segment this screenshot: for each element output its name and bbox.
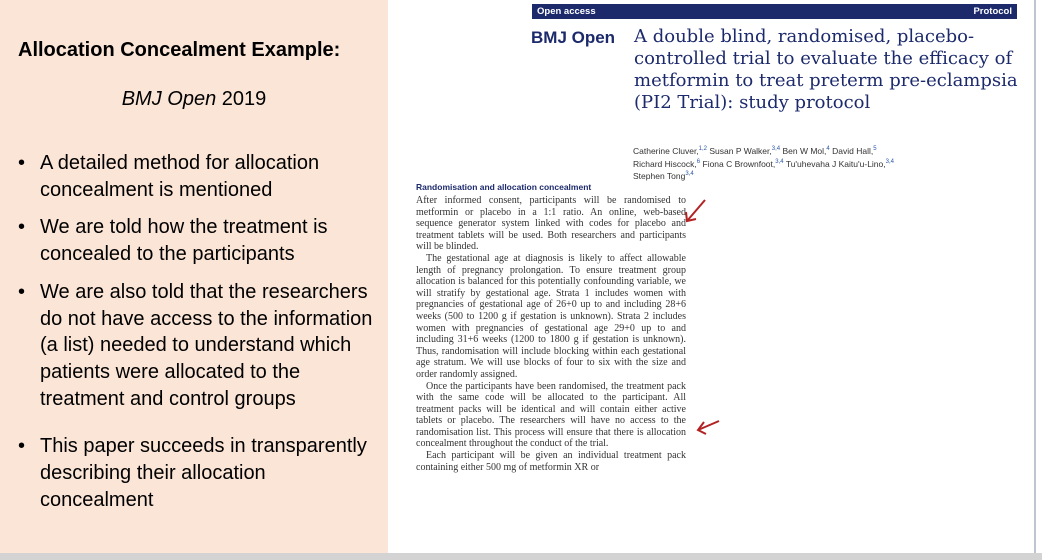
bullet-item: • We are told how the treatment is concealed to the participants: [18, 214, 383, 267]
bottom-bar: [0, 553, 1042, 560]
body-text: [416, 195, 686, 473]
bullet-item: • A detailed method for allocation concealment is mentioned: [18, 150, 383, 203]
slide-left-panel: [0, 0, 388, 553]
paragraph: The gestational age at diagnosis is likely to affect allowable length of pregnancy prolongation. To ensure treatment group allocation is balanced for this potentially confounding variable, we will stratify by gestational age. Strata 1 includes women with pregnancies of gestational age of 26+0 up to and including 28+6 weeks (500 to 1200 g if gestation is unknown). Strata 2 includes women with pregnancies of gestational age 29+0 up to and including 31+6 weeks (1200 to 1800 g if gestation is unknown). Thus, randomisation will include blocking within each gestational age stratum. We will use blocks of four to six with the size and order randomly assigned.: [416, 252, 686, 380]
author: Ben W Mol,$^4$: [782, 145, 830, 156]
slide-title: Allocation Concealment Example:: [18, 39, 341, 61]
paragraph: Once the participants have been randomised, the treatment pack with the same code will be allocated to the participant. All treatment packs will be identical and will contain either active tablets or placebo. The researchers will have no access to the randomisation list. This process will ensure that there is allocation concealment throughout the conduct of the trial.: [416, 380, 686, 450]
author: Stephen Tong$^{3,4}$: [633, 171, 694, 182]
journal-name: BMJ Open: [531, 28, 616, 47]
author: Richard Hiscock,$^6$: [633, 158, 701, 169]
author: Catherine Cluver,$^{1,2}$: [633, 145, 708, 156]
bullet-item: • This paper succeeds in transparently describing their allocation concealment: [18, 433, 383, 513]
author-list: [633, 144, 1003, 182]
paper-header-bar: [532, 4, 1017, 19]
bullet-item: • We are also told that the researchers do not have access to the information (a list) needed to understand which patients were allocated to the treatment and control groups: [18, 279, 383, 413]
section-heading: Randomisation and allocation concealment: [416, 182, 592, 192]
header-open-access: Open access: [537, 6, 596, 17]
paper-title: A double blind, randomised, placebo-controlled trial to evaluate the efficacy of metformin to treat preterm pre-eclampsia (PI2 Trial): study protocol: [634, 26, 1018, 113]
paragraph: After informed consent, participants will be randomised to metformin or placebo in a 1:1 ratio. An online, web-based sequence generator system linked with codes for placebo and treatment tablets will be used. Both researchers and participants will be blinded.: [416, 195, 686, 253]
annotation-arrow-icon: [683, 197, 709, 225]
subtitle-journal: BMJ Open: [121, 88, 217, 110]
bullet-list: [18, 150, 383, 524]
author: David Hall,$^5$: [832, 145, 877, 156]
author: Tu'uhevaha J Kaitu'u-Lino,$^{3,4}$: [785, 158, 894, 169]
author: Susan P Walker,$^{3,4}$: [709, 145, 781, 156]
paragraph: Each participant will be given an individual treatment pack containing either 500 mg of metformin XR or: [416, 450, 686, 473]
annotation-arrow-icon: [695, 418, 721, 436]
slide-subtitle: [0, 88, 388, 111]
author: Fiona C Brownfoot,$^{3,4}$: [702, 158, 784, 169]
paper-border: [1034, 0, 1036, 553]
subtitle-year: 2019: [221, 88, 267, 110]
header-protocol: Protocol: [973, 6, 1012, 17]
paper-excerpt: [389, 0, 1042, 553]
